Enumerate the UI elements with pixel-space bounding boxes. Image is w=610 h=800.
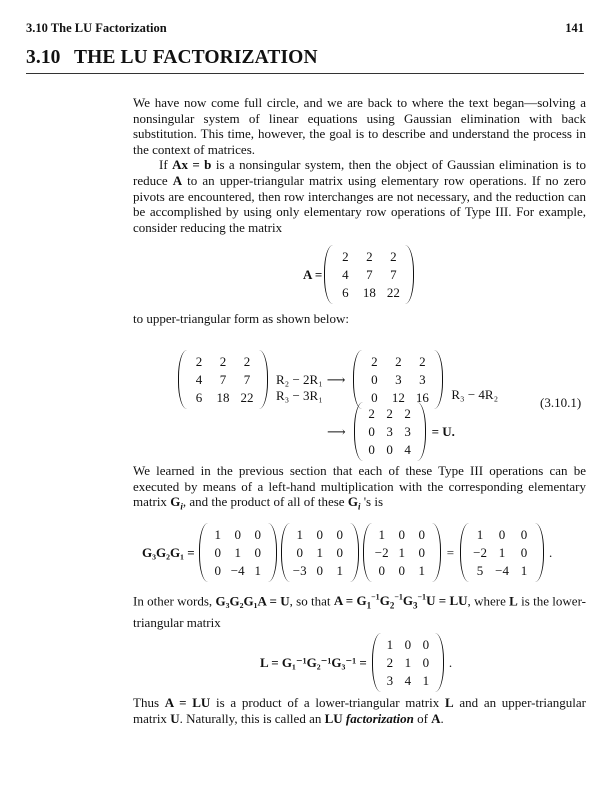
equals-sign: = xyxy=(446,544,455,560)
matrix-A-equation xyxy=(303,245,416,304)
page-number: 141 xyxy=(565,21,584,35)
matrix-A-cells: 2 2 2 4 7 7 6 18 22 xyxy=(342,249,400,300)
matrix-U: 2 2 2 0 3 3 0 0 4 xyxy=(354,402,426,461)
matrix-A xyxy=(324,245,414,304)
paragraph-6: Thus A = LU is a product of a lower-triangular matrix L and an upper-triangular matrix U. Naturally, this is called an LU factorization of A. xyxy=(133,695,587,726)
matrix-L: 1 0 0 2 1 0 3 4 1 xyxy=(372,633,444,692)
elimination-step-2 xyxy=(327,402,455,461)
running-header-title: 3.10 The LU Factorization xyxy=(26,21,167,35)
paragraph-2: If Ax = b is a nonsingular system, then the object of Gaussian elimination is to reduce A to an upper-triangular matrix using elementary row operations. If no zero pivots are encountered, then row interchanges are not necessary, and the reduction can be accomplished by using only elementary row operations of Type III. For example, consider reducing the matrix xyxy=(133,157,586,235)
section-title xyxy=(26,47,318,69)
title-rule xyxy=(26,73,584,74)
row-operation-2: R₃ − 4R₂ xyxy=(451,386,499,402)
matrix-G3: 1 0 0 0 1 0 0 −4 1 xyxy=(199,523,277,582)
paragraph-3: to upper-triangular form as shown below: xyxy=(133,311,349,326)
section-number: 3.10 xyxy=(26,47,61,68)
paragraph-5: In other words, G₃G₂G₁A = U, so that $A = G_1^{-1}G_2^{-1}G_3^{-1}U$ = LU, where L is the lower-triangular matrix xyxy=(133,593,586,630)
g-product-label: G₃G₂G₁ = xyxy=(142,544,195,560)
matrix-G1: 1 0 0 −2 1 0 0 0 1 xyxy=(363,523,441,582)
paragraph-1: We have now come full circle, and we are back to where the text began—solving a nonsingular system of linear equations using Gaussian elimination with back substitution. This time, however, the goal is to describe and understand the process in the context of matrices. xyxy=(133,95,586,157)
row-operations-1: R₂ − 2R₁ R₃ − 3R₁ xyxy=(276,371,323,403)
equals-U: = U. xyxy=(431,423,455,439)
matrix-step-2: 2 2 2 0 3 3 0 12 16 xyxy=(353,350,443,409)
matrix-start: 2 2 2 4 7 7 6 18 22 xyxy=(178,350,268,409)
matrix-G2: 1 0 0 0 1 0 −3 0 1 xyxy=(281,523,359,582)
section-heading: THE LU FACTORIZATION xyxy=(74,47,318,68)
elimination-step-1 xyxy=(176,350,498,409)
paragraph-4: We learned in the previous section that each of these Type III operations can be executed by means of a left-hand multiplication with the corresponding elementary matrix $G_i$, and the product of all of these $G_i$ 's is xyxy=(133,463,586,512)
matrix-L-label: L = G₁⁻¹G₂⁻¹G₃⁻¹ = xyxy=(260,654,367,670)
period: . xyxy=(549,544,553,560)
arrow-1: ⟶ xyxy=(326,371,346,387)
matrix-L-equation: L = G₁⁻¹G₂⁻¹G₃⁻¹ = 1 0 0 2 1 0 3 4 1 . xyxy=(260,633,452,692)
running-header xyxy=(26,21,584,39)
matrix-A-label: A = xyxy=(303,266,323,282)
equation-tag: (3.10.1) xyxy=(540,395,582,410)
g-product-equation xyxy=(142,523,552,582)
arrow-2: ⟶ xyxy=(327,423,346,439)
matrix-G-product: 1 0 0 −2 1 0 5 −4 1 xyxy=(460,523,544,582)
intro-paragraphs xyxy=(133,95,586,235)
